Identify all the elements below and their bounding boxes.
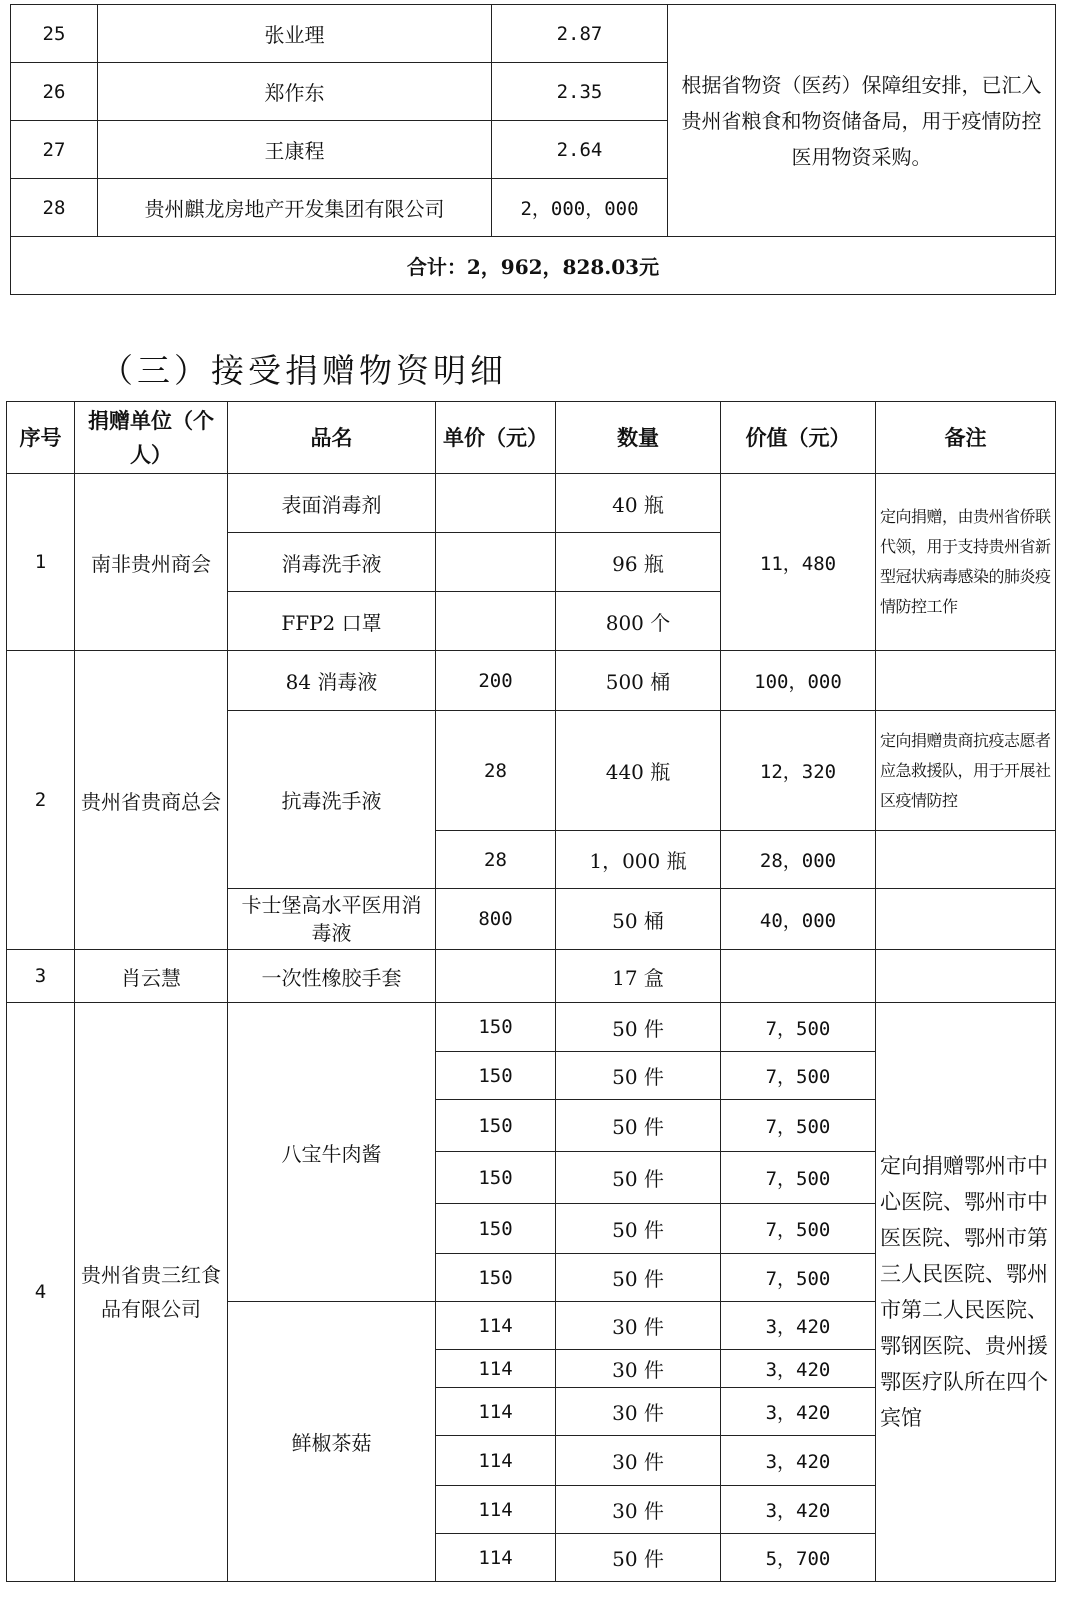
- value: 7，500: [721, 1100, 876, 1152]
- unit-price: 114: [436, 1436, 556, 1486]
- amount: 2.87: [492, 5, 668, 63]
- row-number: 2: [7, 651, 75, 950]
- quantity: 1，000 瓶: [556, 831, 721, 889]
- item-name: FFP2 口罩: [228, 592, 436, 651]
- item-name: 表面消毒剂: [228, 474, 436, 533]
- value: 3，420: [721, 1350, 876, 1388]
- unit-price: 114: [436, 1486, 556, 1534]
- quantity: 50 件: [556, 1152, 721, 1204]
- quantity: 96 瓶: [556, 533, 721, 592]
- unit-price: 200: [436, 651, 556, 711]
- value: 7，500: [721, 1003, 876, 1052]
- quantity: 50 件: [556, 1100, 721, 1152]
- unit-price: [436, 533, 556, 592]
- header-donor: 捐赠单位（个人）: [75, 402, 228, 474]
- value: 7，500: [721, 1254, 876, 1302]
- donor-name: 贵州省贵商总会: [75, 651, 228, 950]
- quantity: 30 件: [556, 1436, 721, 1486]
- quantity: 17 盒: [556, 950, 721, 1003]
- item-name: 消毒洗手液: [228, 533, 436, 592]
- table-row: [7, 651, 1056, 711]
- unit-price: [436, 592, 556, 651]
- unit-price: 150: [436, 1003, 556, 1052]
- donor-name: 贵州麒龙房地产开发集团有限公司: [98, 179, 492, 237]
- header-value: 价值（元）: [721, 402, 876, 474]
- remark: 定向捐赠鄂州市中心医院、鄂州市中医医院、鄂州市第三人民医院、鄂州市第二人民医院、鄂钢医院、贵州援鄂医疗队所在四个宾馆: [876, 1003, 1056, 1582]
- item-name: 鲜椒茶菇: [228, 1302, 436, 1582]
- donor-name: 肖云慧: [75, 950, 228, 1003]
- quantity: 500 桶: [556, 651, 721, 711]
- row-number: 27: [11, 121, 98, 179]
- donor-name: 王康程: [98, 121, 492, 179]
- value: 3，420: [721, 1436, 876, 1486]
- quantity: 50 件: [556, 1204, 721, 1254]
- header-unit-price: 单价（元）: [436, 402, 556, 474]
- remark: [876, 950, 1056, 1003]
- table-row: [7, 474, 1056, 533]
- header-quantity: 数量: [556, 402, 721, 474]
- header-row: [7, 402, 1056, 474]
- donor-name: 南非贵州商会: [75, 474, 228, 651]
- row-number: 26: [11, 63, 98, 121]
- unit-price: 114: [436, 1388, 556, 1436]
- header-no: 序号: [7, 402, 75, 474]
- row-number: 4: [7, 1003, 75, 1582]
- unit-price: [436, 474, 556, 533]
- donor-name: 郑作东: [98, 63, 492, 121]
- unit-price: 28: [436, 831, 556, 889]
- quantity: 30 件: [556, 1302, 721, 1350]
- amount: 2.64: [492, 121, 668, 179]
- total-row: [11, 237, 1056, 295]
- remark: [876, 831, 1056, 889]
- value: 7，500: [721, 1052, 876, 1100]
- value: 12，320: [721, 711, 876, 831]
- quantity: 800 个: [556, 592, 721, 651]
- value: 7，500: [721, 1204, 876, 1254]
- donor-name: 贵州省贵三红食品有限公司: [75, 1003, 228, 1582]
- goods-donation-table: [6, 401, 1056, 1582]
- item-name: 抗毒洗手液: [228, 711, 436, 889]
- row-number: 25: [11, 5, 98, 63]
- header-item: 品名: [228, 402, 436, 474]
- amount: 2.35: [492, 63, 668, 121]
- table-row: [7, 950, 1056, 1003]
- table-row: [11, 5, 1056, 63]
- remark: [876, 651, 1056, 711]
- unit-price: 114: [436, 1302, 556, 1350]
- quantity: 30 件: [556, 1486, 721, 1534]
- item-name: 八宝牛肉酱: [228, 1003, 436, 1302]
- cash-donation-table: [10, 4, 1056, 295]
- quantity: 50 件: [556, 1534, 721, 1582]
- item-name: 一次性橡胶手套: [228, 950, 436, 1003]
- unit-price: [436, 950, 556, 1003]
- quantity: 50 件: [556, 1052, 721, 1100]
- unit-price: 800: [436, 889, 556, 950]
- table-row: [7, 1003, 1056, 1052]
- unit-price: 150: [436, 1100, 556, 1152]
- total-amount: 合计：2，962，828.03元: [11, 237, 1056, 295]
- quantity: 30 件: [556, 1350, 721, 1388]
- row-number: 1: [7, 474, 75, 651]
- remark: [876, 889, 1056, 950]
- item-name: 卡士堡高水平医用消毒液: [228, 889, 436, 950]
- value: 3，420: [721, 1388, 876, 1436]
- quantity: 40 瓶: [556, 474, 721, 533]
- quantity: 440 瓶: [556, 711, 721, 831]
- unit-price: 150: [436, 1152, 556, 1204]
- usage-note: 根据省物资（医药）保障组安排，已汇入贵州省粮食和物资储备局，用于疫情防控医用物资采购。: [668, 5, 1056, 237]
- unit-price: 28: [436, 711, 556, 831]
- unit-price: 114: [436, 1534, 556, 1582]
- quantity: 50 桶: [556, 889, 721, 950]
- item-name: 84 消毒液: [228, 651, 436, 711]
- donor-name: 张业理: [98, 5, 492, 63]
- section-title: （三）接受捐赠物资明细: [100, 351, 507, 390]
- unit-price: 150: [436, 1254, 556, 1302]
- unit-price: 114: [436, 1350, 556, 1388]
- header-remark: 备注: [876, 402, 1056, 474]
- value: 40，000: [721, 889, 876, 950]
- value: 5，700: [721, 1534, 876, 1582]
- value: [721, 950, 876, 1003]
- unit-price: 150: [436, 1052, 556, 1100]
- quantity: 50 件: [556, 1003, 721, 1052]
- quantity: 50 件: [556, 1254, 721, 1302]
- row-number: 3: [7, 950, 75, 1003]
- amount: 2，000，000: [492, 179, 668, 237]
- unit-price: 150: [436, 1204, 556, 1254]
- value: 3，420: [721, 1302, 876, 1350]
- value: 28，000: [721, 831, 876, 889]
- value: 3，420: [721, 1486, 876, 1534]
- remark: 定向捐赠，由贵州省侨联代领，用于支持贵州省新型冠状病毒感染的肺炎疫情防控工作: [876, 474, 1056, 651]
- value: 7，500: [721, 1152, 876, 1204]
- quantity: 30 件: [556, 1388, 721, 1436]
- row-number: 28: [11, 179, 98, 237]
- value: 11，480: [721, 474, 876, 651]
- remark: 定向捐赠贵商抗疫志愿者应急救援队，用于开展社区疫情防控: [876, 711, 1056, 831]
- value: 100，000: [721, 651, 876, 711]
